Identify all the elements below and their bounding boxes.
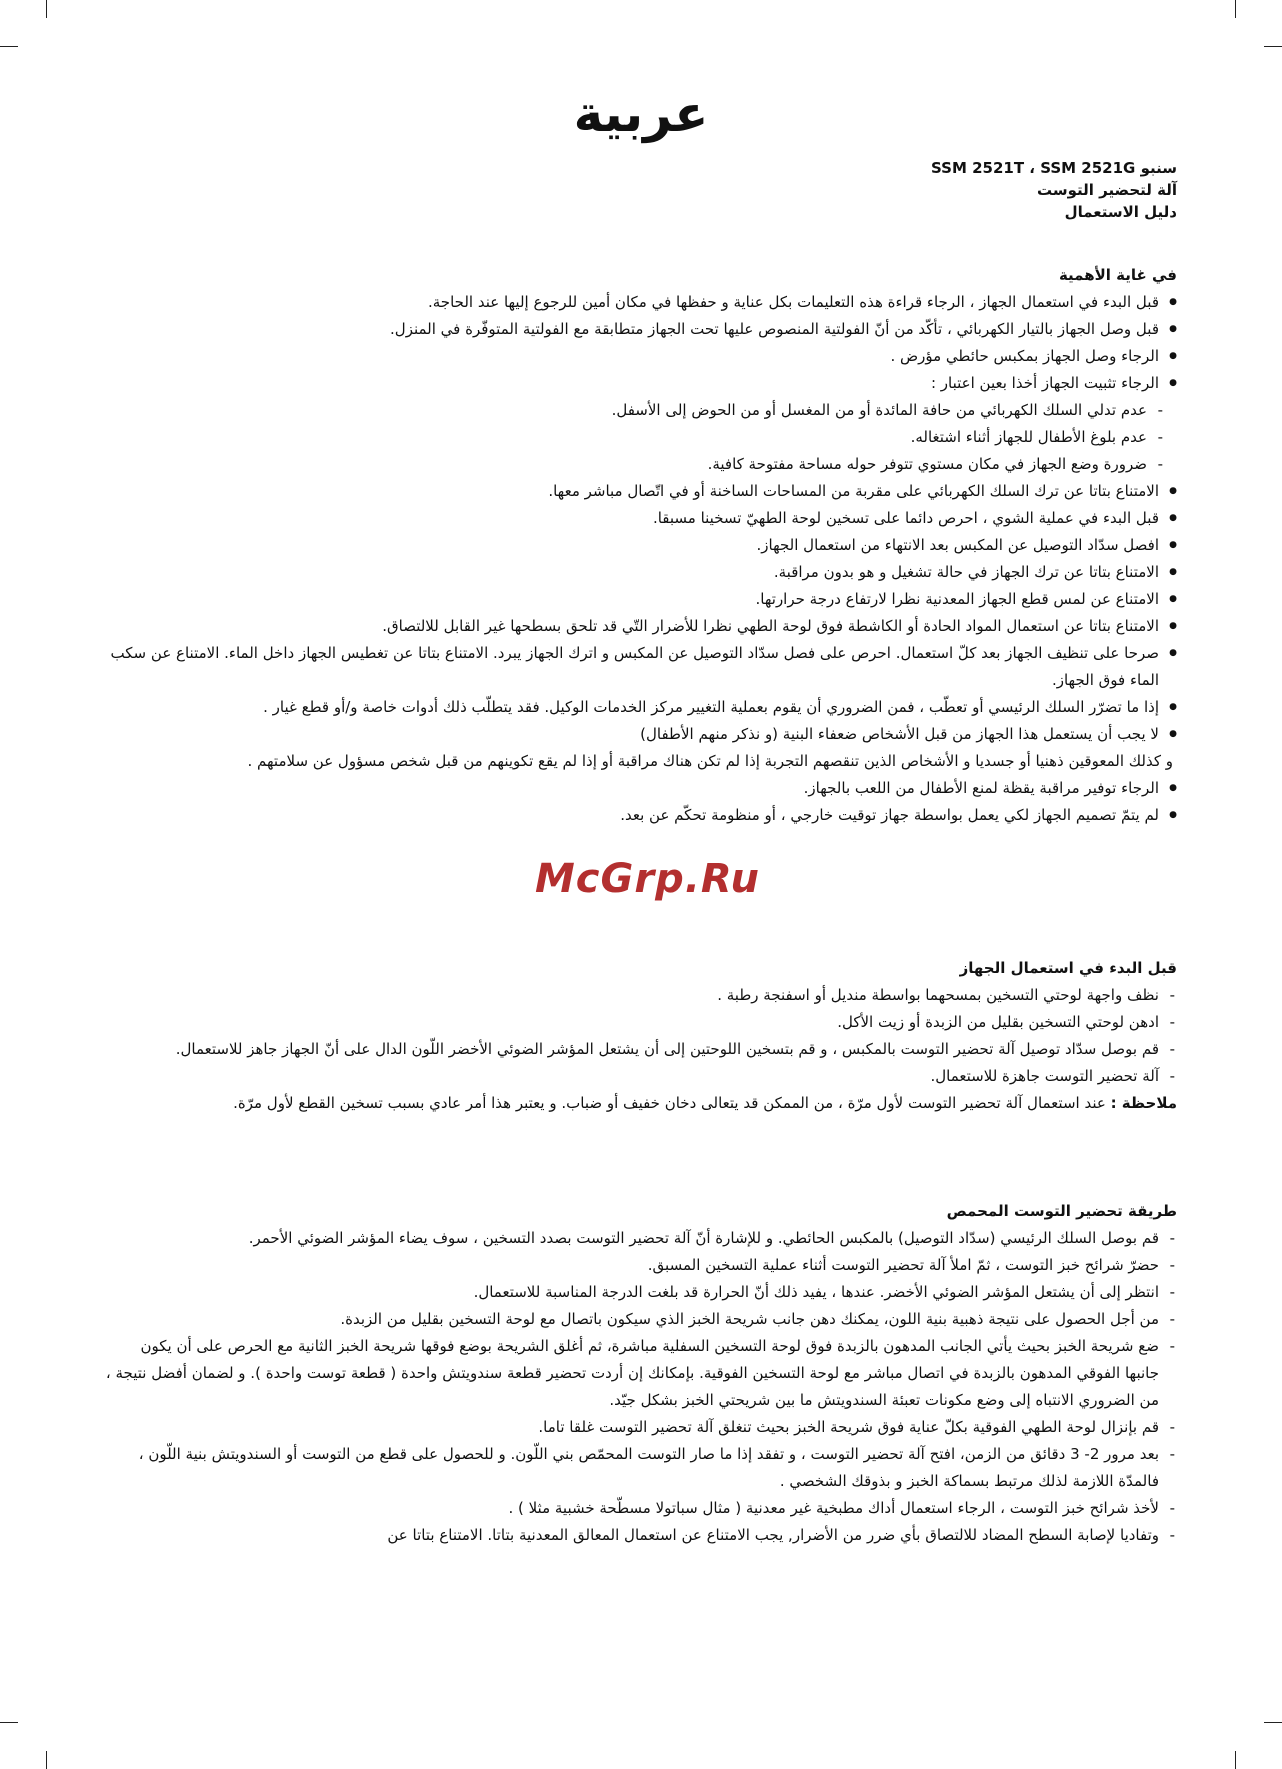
list-item: - عدم بلوغ الأطفال للجهاز أثناء اشتغاله. — [105, 424, 1177, 451]
list-item: ● الرجاء توفير مراقبة يقظة لمنع الأطفال من اللعب بالجهاز. — [105, 775, 1177, 802]
list-item: ● قبل البدء في استعمال الجهاز ، الرجاء قراءة هذه التعليمات بكل عناية و حفظها في مكان أمين للرجوع إليها عند الحاجة. — [105, 289, 1177, 316]
list-item: ● قبل وصل الجهاز بالتيار الكهربائي ، تأكّد من أنّ الفولتية المنصوص عليها تحت الجهاز متطابقة مع الفولتية المتوفّرة في المنزل. — [105, 316, 1177, 343]
list-item: ● صرحا على تنظيف الجهاز بعد كلّ استعمال. احرص على فصل سدّاد التوصيل عن المكبس و اترك الجهاز يبرد. الامتناع بتاتا عن تغطيس الجهاز داخل الماء. الامتناع عن سكب الماء فوق الجهاز. — [105, 640, 1177, 694]
list-item: ● إذا ما تضرّر السلك الرئيسي أو تعطّب ، فمن الضروري أن يقوم بعملية التغيير مركز الخدمات الوكيل. فقد يتطلّب ذلك أدوات خاصة و/أو قطع غيار . — [105, 694, 1177, 721]
section-toast-method — [105, 1198, 1177, 1549]
list-item: - ادهن لوحتي التسخين بقليل من الزبدة أو زيت الأكل. — [105, 1009, 1177, 1036]
crop-mark — [0, 1722, 18, 1723]
list-item: - ضرورة وضع الجهاز في مكان مستوي تتوفر حوله مساحة مفتوحة كافية. — [105, 451, 1177, 478]
list-item: ● الامتناع عن لمس قطع الجهاز المعدنية نظرا لارتفاع درجة حرارتها. — [105, 586, 1177, 613]
crop-mark — [46, 1751, 47, 1769]
section-heading: قبل البدء في استعمال الجهاز — [959, 959, 1177, 977]
watermark-logo: McGrp.Ru — [535, 856, 760, 902]
list-item: ● الرجاء وصل الجهاز بمكبس حائطي مؤرض . — [105, 343, 1177, 370]
crop-mark — [0, 46, 18, 47]
list-item: - بعد مرور 2- 3 دقائق من الزمن، افتح آلة تحضير التوست ، و تفقد إذا ما صار التوست المحمّص بني اللّون. و للحصول على قطع من التوست أو السندويتش بنية اللّون ، فالمدّة اللازمة لذلك مرتبط بسماكة الخبز و بذوقك الشخصي . — [105, 1441, 1177, 1495]
list-item: - ضع شريحة الخبز بحيث يأتي الجانب المدهون بالزبدة فوق لوحة التسخين السفلية مباشرة، ثم أغلق الشريحة بوضع فوقها شريحة الخبز الثانية مع الحرص على أن يكون جانبها الفوقي المدهون بالزبدة في اتصال مباشر مع لوحة التسخين الفوقية. بإمكانك إن أردت تحضير قطعة سندويتش واحدة ( قطعة توست واحدة ). و لضمان أفضل نتيجة ، من الضروري الانتباه إلى وضع مكونات تعبئة السندويتش ما بين شريحتي الخبز بشكل جيّد. — [105, 1333, 1177, 1414]
list-item: ● الرجاء تثبيت الجهاز أخذا بعين اعتبار : — [105, 370, 1177, 397]
section-important — [105, 262, 1177, 829]
list-item: - آلة تحضير التوست جاهزة للاستعمال. — [105, 1063, 1177, 1090]
list-item: - عدم تدلي السلك الكهربائي من حافة المائدة أو من المغسل أو من الحوض إلى الأسفل. — [105, 397, 1177, 424]
crop-mark — [1264, 1722, 1282, 1723]
crop-mark — [1264, 46, 1282, 47]
crop-mark — [46, 0, 47, 18]
note-paragraph — [105, 1090, 1177, 1117]
list-item: ● الامتناع بتاتا عن ترك الجهاز في حالة تشغيل و هو بدون مراقبة. — [105, 559, 1177, 586]
crop-mark — [1235, 1751, 1236, 1769]
model-line: سنبو SSM 2521T ، SSM 2521G — [931, 159, 1177, 177]
crop-mark — [1235, 0, 1236, 18]
section-heading: في غاية الأهمية — [1058, 266, 1177, 284]
list-item: ● لم يتمّ تصميم الجهاز لكي يعمل بواسطة جهاز توقيت خارجي ، أو منظومة تحكّم عن بعد. — [105, 802, 1177, 829]
list-item: - نظف واجهة لوحتي التسخين بمسحهما بواسطة منديل أو اسفنجة رطبة . — [105, 982, 1177, 1009]
list-item: ● افصل سدّاد التوصيل عن المكبس بعد الانتهاء من استعمال الجهاز. — [105, 532, 1177, 559]
list-item: - قم بوصل سدّاد توصيل آلة تحضير التوست بالمكبس ، و قم بتسخين اللوحتين إلى أن يشتعل المؤشر الضوئي الأخضر اللّون الدال على أنّ الجهاز جاهز للاستعمال. — [105, 1036, 1177, 1063]
list-item: و كذلك المعوقين ذهنيا أو جسديا و الأشخاص الذين تنقصهم التجربة إذا لم تكن هناك مراقبة أو إذا لم يقع تكوينهم من قبل شخص مسؤول عن سلامتهم . — [247, 752, 1173, 770]
list-item: - من أجل الحصول على نتيجة ذهبية بنية اللون، يمكنك دهن جانب شريحة الخبز الذي سيكون باتصال مع لوحة التسخين بقليل من الزبدة. — [105, 1306, 1177, 1333]
list-item: ● الامتناع بتاتا عن ترك السلك الكهربائي على مقربة من المساحات الساخنة أو في اتّصال مباشر معها. — [105, 478, 1177, 505]
note-label: ملاحظة : — [1110, 1094, 1177, 1112]
list-item: ● قبل البدء في عملية الشوي ، احرص دائما على تسخين لوحة الطهيّ تسخينا مسبقا. — [105, 505, 1177, 532]
manual-line: دليل الاستعمال — [1064, 203, 1177, 221]
section-before-use — [105, 955, 1177, 1117]
list-item: - قم بإنزال لوحة الطهي الفوقية بكلّ عناية فوق شريحة الخبز بحيث تنغلق آلة تحضير التوست غلقا تاما. — [105, 1414, 1177, 1441]
list-item: - لأخذ شرائح خبز التوست ، الرجاء استعمال أداك مطبخية غير معدنية ( مثال سباتولا مسطّحة خشبية مثلا ) . — [105, 1495, 1177, 1522]
section-heading: طريقة تحضير التوست المحمص — [946, 1202, 1177, 1220]
note-text: عند استعمال آلة تحضير التوست لأول مرّة ، من الممكن قد يتعالى دخان خفيف أو ضباب. و يعتبر هذا أمر عادي بسبب تسخين القطع لأول مرّة. — [233, 1094, 1106, 1112]
page-title: عربية — [573, 85, 709, 143]
important-list — [105, 289, 1177, 829]
list-item: - قم بوصل السلك الرئيسي (سدّاد التوصيل) بالمكبس الحائطي. و للإشارة أنّ آلة تحضير التوست بصدد التسخين ، سوف يضاء المؤشر الضوئي الأحمر. — [105, 1225, 1177, 1252]
list-item: ● لا يجب أن يستعمل هذا الجهاز من قبل الأشخاص ضعفاء البنية (و نذكر منهم الأطفال) — [105, 721, 1177, 748]
list-item: - وتفاديا لإصابة السطح المضاد للالتصاق بأي ضرر من الأضرار, يجب الامتناع عن استعمال المعالق المعدنية بتاتا. الامتناع بتاتا عن — [105, 1522, 1177, 1549]
list-item: ● الامتناع بتاتا عن استعمال المواد الحادة أو الكاشطة فوق لوحة الطهي نظرا للأضرار التّي قد تلحق بسطحها غير القابل للالتصاق. — [105, 613, 1177, 640]
before-use-list — [105, 982, 1177, 1090]
toast-method-list — [105, 1225, 1177, 1549]
product-header — [931, 157, 1177, 223]
list-item: - انتظر إلى أن يشتعل المؤشر الضوئي الأخضر. عندها ، يفيد ذلك أنّ الحرارة قد بلغت الدرجة المناسبة للاستعمال. — [105, 1279, 1177, 1306]
list-item: - حضرّ شرائح خبز التوست ، ثمّ املأ آلة تحضير التوست أثناء عملية التسخين المسبق. — [105, 1252, 1177, 1279]
product-line: آلة لتحضير التوست — [1036, 181, 1177, 199]
